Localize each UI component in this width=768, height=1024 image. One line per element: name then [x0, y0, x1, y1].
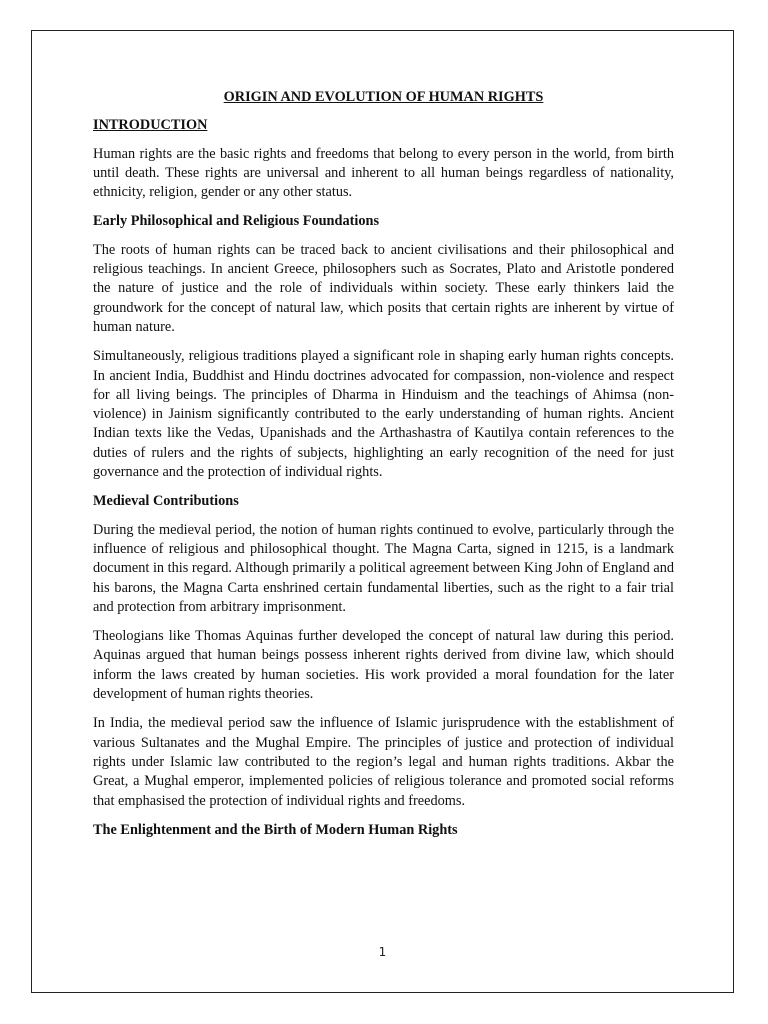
- paragraph-early-foundations-1: The roots of human rights can be traced back to ancient civilisations and their philosophical and religious teachings. In ancient Greece, philosophers such as Socrates, Plato and Aristotle pondered the nature of justice and the role of individuals within society. These early thinkers laid the groundwork for the concept of natural law, which posits that certain rights are inherent by virtue of human nature.: [93, 241, 674, 335]
- page-content: [93, 88, 674, 849]
- paragraph-medieval-1: During the medieval period, the notion of human rights continued to evolve, particularly through the influence of religious and philosophical thought. The Magna Carta, signed in 1215, is a landmark document in this regard. Although primarily a political agreement between King John of England and his barons, the Magna Carta enshrined certain fundamental liberties, such as the right to a fair trial and protection from arbitrary imprisonment.: [93, 521, 674, 615]
- page-number: 1: [378, 945, 387, 959]
- section-heading-enlightenment: The Enlightenment and the Birth of Modern Human Rights: [93, 821, 458, 838]
- document-title: ORIGIN AND EVOLUTION OF HUMAN RIGHTS: [223, 89, 544, 105]
- introduction-heading: INTRODUCTION: [93, 117, 208, 134]
- section-heading-early-foundations: Early Philosophical and Religious Foundations: [93, 213, 380, 230]
- paragraph-medieval-3: In India, the medieval period saw the influence of Islamic jurisprudence with the establishment of various Sultanates and the Mughal Empire. The principles of justice and protection of individual rights under Islamic law contributed to the region’s legal and human rights traditions. Akbar the Great, a Mughal emperor, implemented policies of religious tolerance and promoted social reforms that emphasised the protection of individual rights and freedoms.: [93, 715, 674, 809]
- paragraph-medieval-2: Theologians like Thomas Aquinas further developed the concept of natural law during this period. Aquinas argued that human beings possess inherent rights derived from divine law, which should inform the laws created by human societies. His work provided a moral foundation for the later development of human rights theories.: [93, 628, 674, 703]
- section-heading-medieval: Medieval Contributions: [93, 493, 239, 510]
- introduction-paragraph: Human rights are the basic rights and freedoms that belong to every person in the world, from birth until death. These rights are universal and inherent to all human beings regardless of nationality, ethnicity, religion, gender or any other status.: [93, 145, 674, 201]
- document-page: [31, 30, 734, 993]
- paragraph-early-foundations-2: Simultaneously, religious traditions played a significant role in shaping early human rights concepts. In ancient India, Buddhist and Hindu doctrines advocated for compassion, non-violence and respect for all living beings. The principles of Dharma in Hinduism and the teachings of Ahimsa (non-violence) in Jainism significantly contributed to the early understanding of human rights. Ancient Indian texts like the Vedas, Upanishads and the Arthashastra of Kautilya contain references to the duties of rulers and the rights of subjects, highlighting an early recognition of the need for just governance and the protection of individual rights.: [93, 348, 674, 481]
